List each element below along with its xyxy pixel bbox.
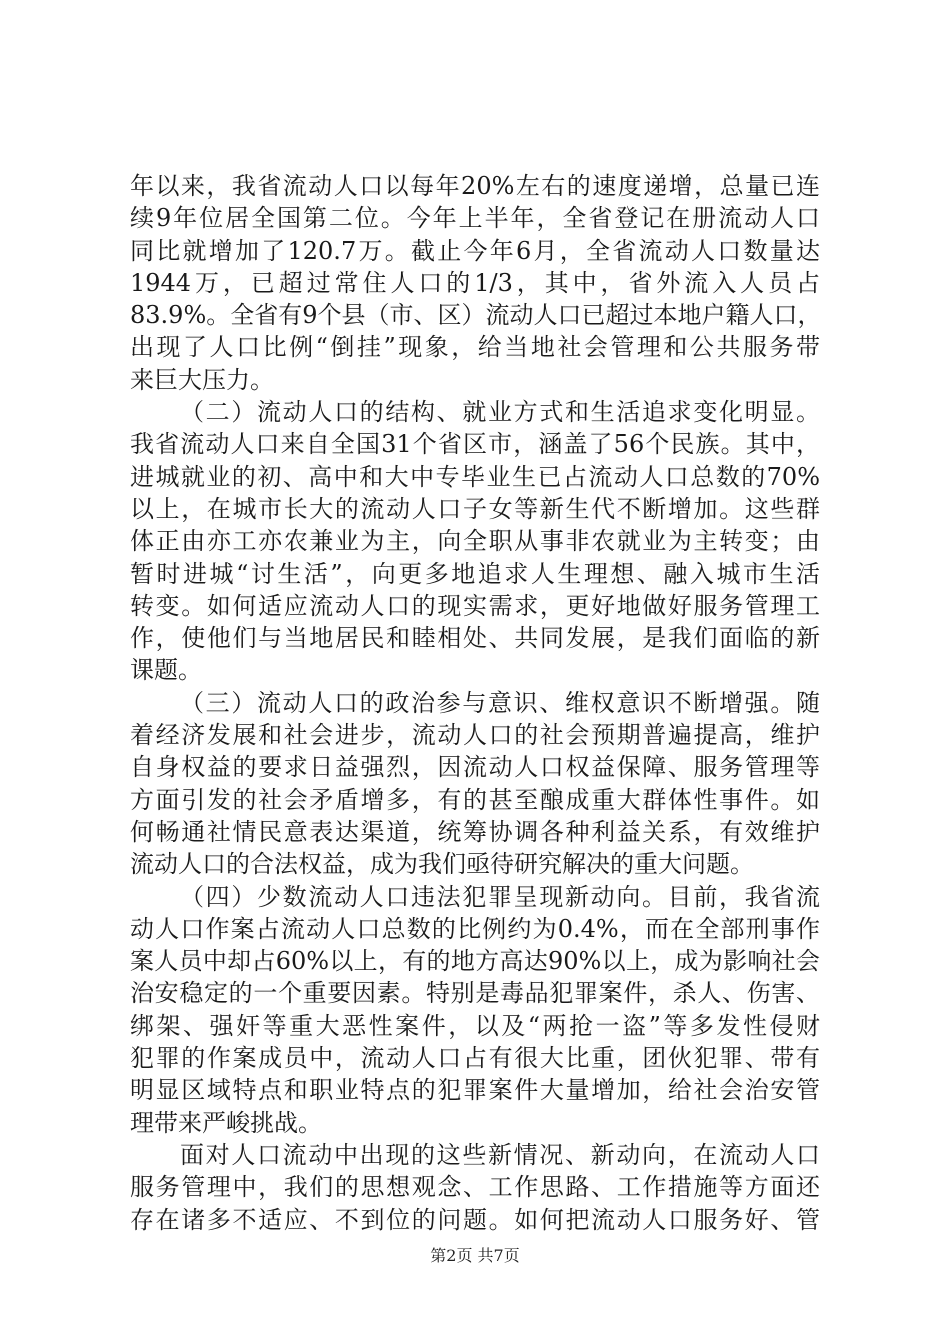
text-line: 暂时进城“讨生活”，向更多地追求人生理想、融入城市生活 — [130, 559, 820, 588]
text-line: 出现了人口比例“倒挂”现象，给当地社会管理和公共服务带 — [130, 333, 820, 362]
text-line: 转变。如何适应流动人口的现实需求，更好地做好服务管理工 — [130, 591, 820, 620]
text-line: 何畅通社情民意表达渠道，统筹协调各种利益关系，有效维护 — [130, 817, 820, 846]
text-line: 治安稳定的一个重要因素。特别是毒品犯罪案件，杀人、伤害、 — [130, 979, 820, 1008]
paragraph-heading-line: （四）少数流动人口违法犯罪呈现新动向。目前，我省流 — [180, 882, 820, 911]
text-line: 续9年位居全国第二位。今年上半年，全省登记在册流动人口 — [130, 204, 820, 233]
text-line: 理带来严峻挑战。 — [130, 1108, 322, 1137]
document-body — [130, 170, 820, 1236]
text-line: 动人口作案占流动人口总数的比例约为0.4%，而在全部刑事作 — [130, 914, 820, 943]
text-line: 作，使他们与当地居民和睦相处、共同发展，是我们面临的新 — [130, 624, 820, 653]
text-line: 来巨大压力。 — [130, 365, 274, 394]
paragraph-heading-line: （三）流动人口的政治参与意识、维权意识不断增强。随 — [180, 688, 820, 717]
text-line: 案人员中却占60%以上，有的地方高达90%以上，成为影响社会 — [130, 947, 820, 976]
text-line: 进城就业的初、高中和大中专毕业生已占流动人口总数的70% — [130, 462, 820, 491]
text-line: 自身权益的要求日益强烈，因流动人口权益保障、服务管理等 — [130, 753, 820, 782]
text-line: 明显区域特点和职业特点的犯罪案件大量增加，给社会治安管 — [130, 1076, 820, 1105]
text-line: 服务管理中，我们的思想观念、工作思路、工作措施等方面还 — [130, 1173, 820, 1202]
text-line: 年以来，我省流动人口以每年20%左右的速度递增，总量已连 — [130, 172, 820, 200]
text-line: 83.9%。全省有9个县（市、区）流动人口已超过本地户籍人口， — [130, 301, 822, 330]
text-line: 以上，在城市长大的流动人口子女等新生代不断增加。这些群 — [130, 494, 820, 523]
text-line: 体正由亦工亦农兼业为主，向全职从事非农就业为主转变；由 — [130, 527, 820, 556]
paragraph-first-line: 面对人口流动中出现的这些新情况、新动向，在流动人口 — [180, 1140, 820, 1169]
text-line: 绑架、强奸等重大恶性案件，以及“两抢一盗”等多发性侵财 — [130, 1011, 820, 1040]
text-line: 我省流动人口来自全国31个省区市，涵盖了56个民族。其中， — [130, 430, 820, 459]
page-number-footer: 第2页 共7页 — [430, 1246, 520, 1265]
text-line: 犯罪的作案成员中，流动人口占有很大比重，团伙犯罪、带有 — [130, 1044, 820, 1073]
paragraph-heading-line: （二）流动人口的结构、就业方式和生活追求变化明显。 — [180, 398, 820, 427]
text-line: 着经济发展和社会进步，流动人口的社会预期普遍提高，维护 — [130, 721, 820, 750]
text-line: 课题。 — [130, 656, 202, 685]
text-line: 方面引发的社会矛盾增多，有的甚至酿成重大群体性事件。如 — [130, 785, 820, 814]
text-line: 同比就增加了120.7万。截止今年6月，全省流动人口数量达 — [130, 236, 820, 265]
text-line: 1944万，已超过常住人口的1/3，其中，省外流入人员占 — [130, 268, 820, 297]
text-line: 流动人口的合法权益，成为我们亟待研究解决的重大问题。 — [130, 850, 754, 879]
text-line: 存在诸多不适应、不到位的问题。如何把流动人口服务好、管 — [130, 1205, 820, 1234]
